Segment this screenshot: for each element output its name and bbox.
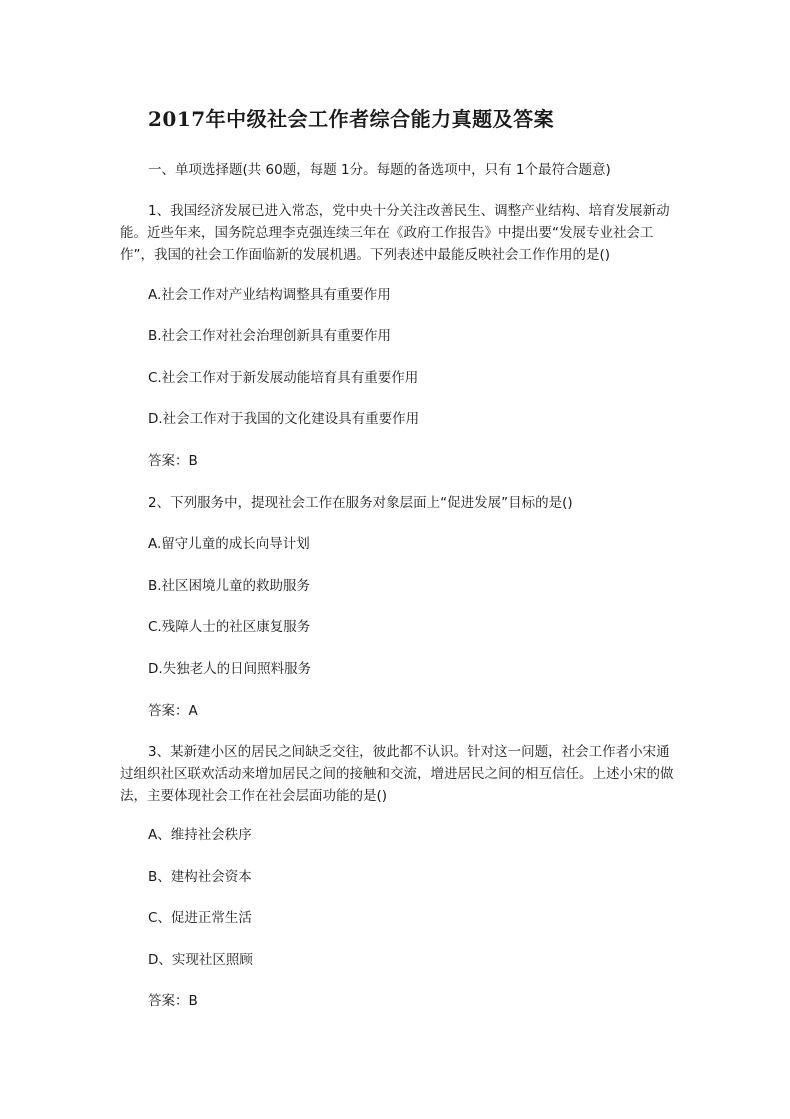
question-3-stem: 3、某新建小区的居民之间缺乏交往，彼此都不认识。针对这一问题，社会工作者小宋通过组织社区联欢活动来增加居民之间的接触和交流，增进居民之间的相互信任。上述小宋的做法，主要体现社会工作在社会层面功能的是()	[120, 744, 674, 804]
question-1-answer: 答案：B	[148, 453, 198, 469]
question-1-stem: 1、我国经济发展已进入常态，党中央十分关注改善民生、调整产业结构、培育发展新动能。近些年来，国务院总理李克强连续三年在《政府工作报告》中提出要“发展专业社会工作”，我国的社会工作面临新的发展机遇。下列表述中最能反映社会工作作用的是()	[120, 203, 670, 263]
question-3-option-c: C、促进正常生活	[148, 910, 252, 926]
question-1-option-a: A.社会工作对产业结构调整具有重要作用	[148, 287, 391, 303]
question-2-stem: 2、下列服务中，提现社会工作在服务对象层面上“促进发展”目标的是()	[148, 495, 573, 511]
question-3-option-b: B、建构社会资本	[148, 869, 252, 885]
document-title: 2017年中级社会工作者综合能力真题及答案	[148, 107, 555, 131]
question-3-answer: 答案：B	[148, 993, 198, 1009]
question-1-option-b: B.社会工作对社会治理创新具有重要作用	[148, 328, 392, 344]
question-2-option-c: C.残障人士的社区康复服务	[148, 619, 311, 635]
question-1-option-c: C.社会工作对于新发展动能培育具有重要作用	[148, 370, 419, 386]
question-1-option-d: D.社会工作对于我国的文化建设具有重要作用	[148, 411, 420, 427]
question-3-option-a: A、维持社会秩序	[148, 827, 252, 843]
question-2-option-b: B.社区困境儿童的救助服务	[148, 578, 311, 594]
section-heading: 一、单项选择题(共 60题，每题 1分。每题的备选项中，只有 1个最符合题意)	[148, 162, 611, 178]
question-3-option-d: D、实现社区照顾	[148, 952, 253, 968]
question-2-answer: 答案：A	[148, 703, 198, 719]
question-2-option-a: A.留守儿童的成长向导计划	[148, 536, 310, 552]
question-2-option-d: D.失独老人的日间照料服务	[148, 661, 312, 677]
